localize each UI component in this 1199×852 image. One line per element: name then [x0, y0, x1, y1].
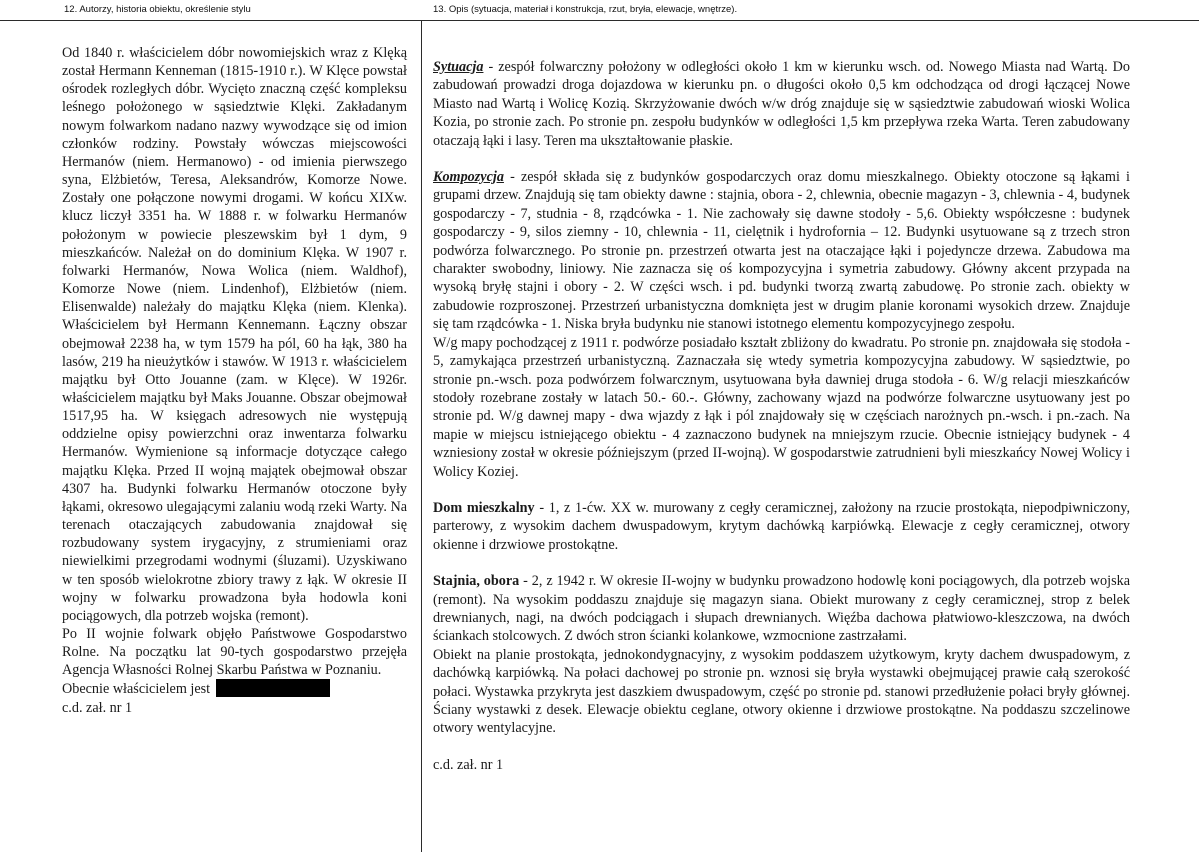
- stajnia-text: - 2, z 1942 r. W okresie II-wojny w budynku prowadzono hodowlę koni pociągowych, dla potrzeb wojska (remont). Na wysokim poddaszu znajduje się magazyn siana. Obiekt murowany z cegły ceramicznej, strop z belek drewnianych, nagi, na dwóch podciągach i słupach drewnianych. Więźba dachowa płatwiowo-kleszczowa, na dwóch ściankach stolcowych. Z dwóch stron ścianki kolankowe, wzmocnione zastrzałami.: [433, 573, 1130, 645]
- sytuacja-text: - zespół folwarczny położony w odległości około 1 km w kierunku wsch. od. Nowego Miasta nad Wartą. Do zabudowań prowadzi droga dojazdowa w kierunku pn. o długości około 0,5 km odchodząca od drogi łączącej Nowe Miasto nad Wartą i Wolicę Kozią. Skrzyżowanie dwóch w/w dróg znajduje się w sąsiedztwie zabudowań wioski Wolica Kozia, po stronie zach. Po stronie pn. zespołu budynków w odległości 1,5 km przepływa rzeka Warta. Teren zabudowany otaczają łąki i lasy. Teren ma ukształtowanie płaskie.: [433, 59, 1130, 149]
- dom-text: - 1, z 1-ćw. XX w. murowany z cegły ceramicznej, założony na rzucie prostokąta, niepodpiwniczony, parterowy, z wysokim dachem dwuspadowym, krytym dachówką karpiówką. Elewacje z cegły ceramicznej, otwory okienne i drzwiowe prostokątne.: [433, 499, 1130, 553]
- stajnia-paragraph: [433, 572, 1130, 646]
- description-column: [433, 58, 1130, 774]
- owner-line: [62, 679, 407, 698]
- dom-heading: Dom mieszkalny: [433, 499, 535, 516]
- redaction-bar: [216, 679, 330, 697]
- history-paragraph-1: Od 1840 r. właścicielem dóbr nowomiejskich wraz z Klęką został Hermann Kenneman (1815-1910 r.). W Klęce powstał ośrodek rozległych dóbr. Wycięto znaczną część kompleksu leśnego położonego w sąsiedztwie Klęki. Zakładanym nowym folwarkom nadano nazwy wywodzące się od imion członków rodziny. Powstały wówczas miejscowości Hermanów (niem. Hermanowo) - od imienia pierwszego syna, Elżbietów, Teresa, Aleksandrów, Komorze Nowe. Zostały one połączone nowymi drogami. W końcu XIXw. klucz liczył 3351 ha. W 1888 r. w folwarku Hermanów położonym w powiecie pleszewskim był 1 dym, 9 mieszkańców. Należał on do dominium Klęka. W 1907 r. folwarki Hermanów, Nowa Wolica (niem. Waldhof), Komorze Nowe (niem. Lindenhof), Elżbietów (niem. Elisenwalde) należały do majątku Klęka (niem. Klenka). Właścicielem był Hermann Kennemann. Łączny obszar obejmował 2238 ha, w tym 1579 ha pól, 60 ha łąk, 380 ha lasów, 219 ha nieużytków i stawów. W 1913 r. właścicielem majątku był Otto Jouanne (zam. w Klęce). W 1926r. właścicielem majątku był Maks Jouanne. Obszar obejmował 1517,95 ha. W księgach adresowych nie występują oddzielne opisy powierzchni oraz inwentarza folwarku Hermanów. Wymienione są informacje dotyczące całego majątku Klęka. Przed II wojną majątek obejmował obszar 4307 ha. Budynki folwarku Hermanów otoczone były łąkami, okresowo ulegającymi zalaniu wodą rzeki Warty. Na terenach otaczających zabudowania znajdował się rozbudowany system irygacyjny, z strumieniami oraz niewielkimi przegrodami wodnymi (śluzami). Uzyskiwano w ten sposób wielokrotne zbiory trawy z łąk. W okresie II wojny w folwarku prowadzona była hodowla koni pociągowych, dla potrzeb wojska (remont).: [62, 45, 407, 624]
- kompozycja-paragraph: [433, 168, 1130, 334]
- kompozycja-text: - zespół składa się z budynków gospodarczych oraz domu mieszkalnego. Obiekty otoczone są łąkami i grupami drzew. Znajdują się tam obiekty dawne : stajnia, obora - 2, chlewnia, obecnie magazyn - 3, chlewnia - 4, budynek gospodarczy - 7, studnia - 8, rządcówka - 1. Nie zachowały się dawne stodoły - 5,6. Obiekty współczesne : budynek gospodarczy - 9, silos ziemny - 10, chlewnia - 11, cielętnik i hydrofornia – 12. Budynki usytuowane są z trzech stron podwórza folwarcznego. Po stronie pn. przestrzeń otwarta jest na otaczające łąki i pojedyncze drzewa. Zabudowa ma charakter swobodny, liniowy. Nie zaznacza się oś kompozycyjna i symetria zabudowy. Główny akcent przypada na wysoką bryłę stajni i obory - 2. W części wsch. i pd. budynki tworzą zwartą zabudowę. Po stronie zach. obiekty w zabudowie rozproszonej. Przestrzeń urbanistyczna domknięta jest w drugim planie koronami wysokich drzew. Znajduje się tam rządcówka - 1. Niska bryła budynku nie stanowi istotnego elementu kompozycyjnego zespołu.: [433, 169, 1130, 333]
- continuation-note-left: c.d. zał. nr 1: [62, 699, 133, 716]
- kompozycja-paragraph-2: W/g mapy pochodzącej z 1911 r. podwórze posiadało kształt zbliżony do kwadratu. Po stronie pn. znajdowała się stodoła - 5, zamykająca przestrzeń urbanistyczną. Zaznaczała się wtedy symetria kompozycyjna zabudowy. W sąsiedztwie, po stronie pn.-wsch. poza podwórzem folwarcznym, usytuowana była dawniej druga stodoła - 6. W/g relacji mieszkańców stodoły rozebrane zostały w latach 50.- 60.-. Główny, zachowany wjazd na podwórze folwarczne usytuowany jest po stronie pd. W/g dawnej mapy - dwa wjazdy z łąk i pól znajdowały się w częściach narożnych pn.-wsch. i pn.-zach. Na mapie w miejscu istniejącego obiektu - 4 zaznaczono budynek na mniejszym rzucie. Obecnie istniejący budynek - 4 wzniesiony został w okresie późniejszym (przed II-wojną). W gospodarstwie zatrudnieni byli mieszkańcy Nowej Wolicy i Wolicy Koziej.: [433, 334, 1130, 480]
- header-left: 12. Autorzy, historia obiektu, określenie stylu: [64, 4, 251, 15]
- history-paragraph-2: Po II wojnie folwark objęło Państwowe Gospodarstwo Rolne. Na początku lat 90-tych gospodarstwo przejęła Agencja Własności Rolnej Skarbu Państwa w Poznaniu.: [62, 626, 407, 679]
- history-column: [62, 44, 407, 717]
- dom-paragraph: [433, 499, 1130, 554]
- sytuacja-paragraph: [433, 58, 1130, 150]
- stajnia-paragraph-2: Obiekt na planie prostokąta, jednokondygnacyjny, z wysokim poddaszem użytkowym, kryty dachem dwuspadowym, z dachówką karpiówką. Na połaci dachowej po stronie pn. wznosi się bryła wystawki obejmującej prawie całą szerokość połaci. Wystawka przykryta jest daszkiem dwuspadowym, część po stronie pd. stanowi przedłużenie połaci bryły głównej. Ściany wystawki z desek. Elewacje obiektu ceglane, otwory okienne i drzwiowe prostokątne. Na poddaszu szczelinowe otwory wentylacyjne.: [433, 646, 1130, 737]
- sytuacja-heading: Sytuacja: [433, 59, 484, 75]
- continuation-note-right: c.d. zał. nr 1: [433, 756, 504, 773]
- kompozycja-heading: Kompozycja: [433, 169, 504, 186]
- stajnia-heading: Stajnia, obora: [433, 573, 520, 590]
- header-right: 13. Opis (sytuacja, materiał i konstrukcja, rzut, bryła, elewacje, wnętrze).: [433, 4, 738, 15]
- owner-text: Obecnie właścicielem jest: [62, 681, 211, 698]
- column-divider: [421, 20, 422, 852]
